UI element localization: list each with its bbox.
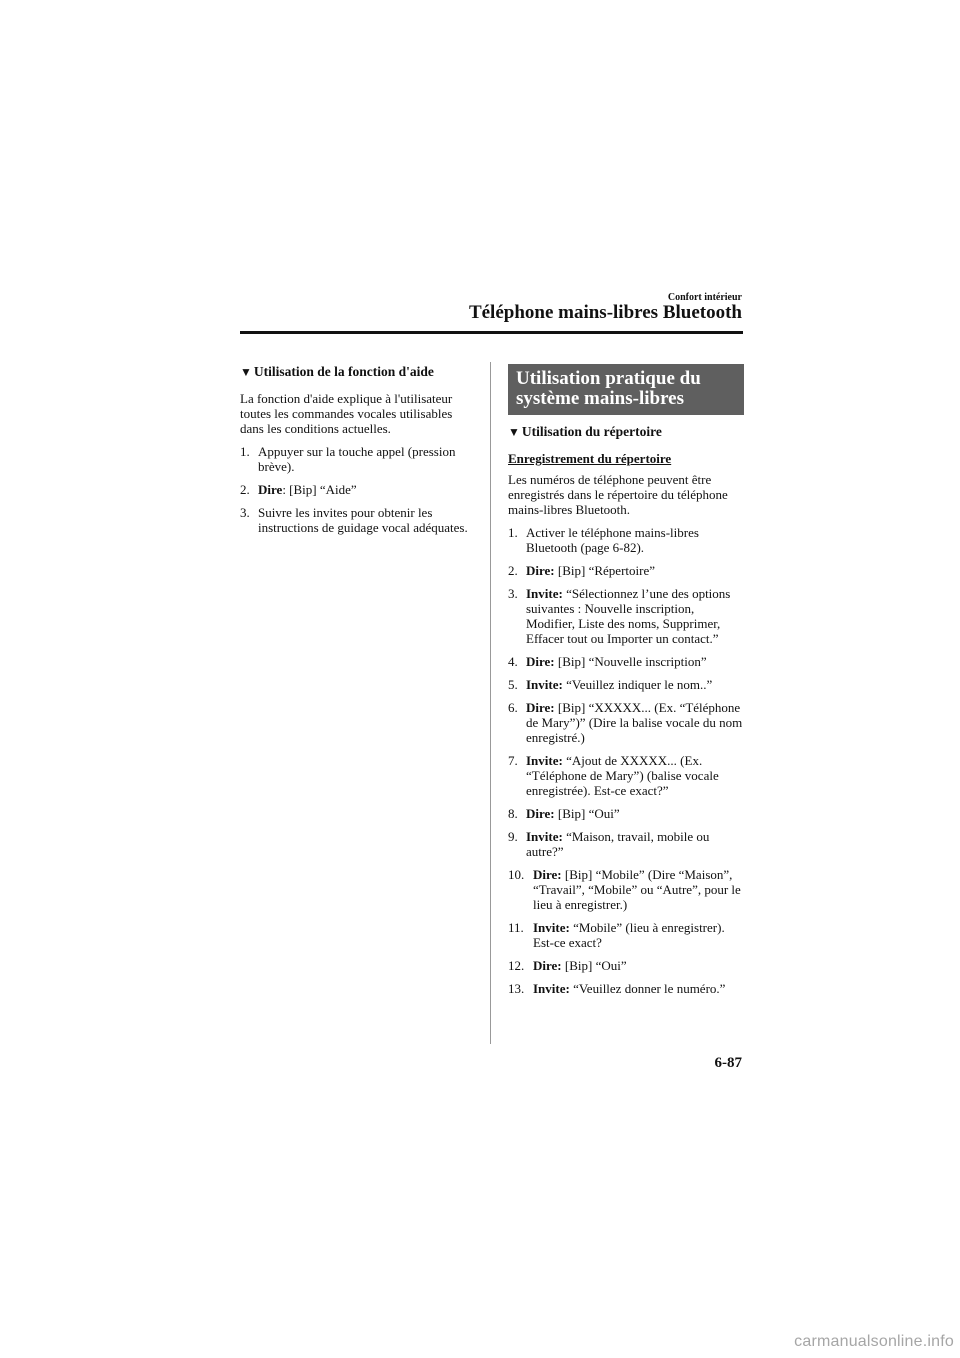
help-function-heading — [240, 364, 472, 380]
step-item — [508, 920, 744, 950]
step-number: 5. — [508, 677, 518, 692]
step-keyword: Invite: — [526, 677, 563, 692]
step-item — [508, 867, 744, 912]
step-number: 11. — [508, 920, 524, 935]
phonebook-heading — [508, 424, 744, 440]
right-column — [508, 364, 744, 1004]
step-number: 6. — [508, 700, 518, 715]
step-keyword: Dire: — [526, 654, 555, 669]
section-banner: Utilisation pratique du système mains-libres — [508, 364, 744, 415]
step-number: 2. — [240, 482, 250, 497]
step-text: “Ajout de XXXXX... (Ex. “Téléphone de Mary”) (balise vocale enregistrée). Est-ce exact?” — [526, 753, 719, 798]
step-text: [Bip] “Oui” — [561, 958, 627, 973]
step-number: 1. — [508, 525, 518, 540]
step-number: 7. — [508, 753, 518, 768]
step-number: 8. — [508, 806, 518, 821]
step-text: “Veuillez donner le numéro.” — [569, 981, 726, 996]
step-text: : [Bip] “Aide” — [282, 482, 357, 497]
step-item — [508, 700, 744, 745]
watermark: carmanualsonline.info — [794, 1333, 954, 1350]
step-text: [Bip] “Oui” — [554, 806, 620, 821]
triangle-down-icon: ▼ — [240, 365, 252, 379]
page-number: 6-87 — [714, 1055, 742, 1071]
step-keyword: Invite: — [526, 753, 563, 768]
step-keyword: Dire: — [533, 867, 562, 882]
help-function-heading-text: Utilisation de la fonction d'aide — [253, 364, 434, 379]
step-number: 4. — [508, 654, 518, 669]
column-divider — [490, 362, 491, 1044]
step-number: 3. — [508, 586, 518, 601]
step-item — [508, 586, 744, 646]
step-number: 10. — [508, 867, 525, 882]
step-item — [508, 829, 744, 859]
step-number: 3. — [240, 505, 250, 520]
step-item — [508, 806, 744, 821]
step-text: “Mobile” (lieu à enregistrer). Est-ce exact? — [533, 920, 725, 950]
step-item — [508, 981, 744, 996]
step-keyword: Invite: — [533, 981, 570, 996]
phonebook-subheading: Enregistrement du répertoire — [508, 451, 672, 466]
step-number: 9. — [508, 829, 518, 844]
step-item — [508, 753, 744, 798]
step-keyword: Dire: — [526, 700, 555, 715]
step-text: Suivre les invites pour obtenir les instructions de guidage vocal adéquates. — [258, 505, 468, 535]
step-keyword: Dire: — [526, 806, 555, 821]
section-label: Confort intérieur — [667, 292, 742, 303]
step-number: 13. — [508, 981, 525, 996]
step-keyword: Dire — [258, 482, 283, 497]
step-item — [240, 482, 472, 497]
step-keyword: Dire: — [526, 563, 555, 578]
step-number: 2. — [508, 563, 518, 578]
left-column — [240, 364, 472, 543]
step-item — [508, 563, 744, 578]
header-rule — [240, 331, 743, 334]
step-number: 12. — [508, 958, 525, 973]
step-number: 1. — [240, 444, 250, 459]
step-item — [240, 505, 472, 535]
step-keyword: Dire: — [533, 958, 562, 973]
step-text: [Bip] “XXXXX... (Ex. “Téléphone de Mary”)” (Dire la balise vocale du nom enregistré.) — [526, 700, 743, 745]
step-item — [240, 444, 472, 474]
step-item — [508, 525, 744, 555]
step-text: [Bip] “Nouvelle inscription” — [554, 654, 707, 669]
phonebook-steps-list — [508, 525, 744, 996]
step-text: [Bip] “Répertoire” — [554, 563, 655, 578]
step-item — [508, 654, 744, 669]
phonebook-heading-text: Utilisation du répertoire — [521, 424, 662, 439]
help-function-intro: La fonction d'aide explique à l'utilisateur toutes les commandes vocales utilisables dans les conditions actuelles. — [240, 391, 453, 436]
step-keyword: Invite: — [526, 829, 563, 844]
help-steps-list — [240, 444, 472, 535]
triangle-down-icon: ▼ — [508, 425, 520, 439]
step-item — [508, 958, 744, 973]
step-text: [Bip] “Mobile” (Dire “Maison”, “Travail”, “Mobile” ou “Autre”, pour le lieu à enregistrer.) — [533, 867, 741, 912]
step-text: Appuyer sur la touche appel (pression brève). — [258, 444, 456, 474]
step-text: “Sélectionnez l’une des options suivantes : Nouvelle inscription, Modifier, Liste des noms, Supprimer, Effacer tout ou Importer un contact.” — [526, 586, 731, 646]
phonebook-intro: Les numéros de téléphone peuvent être enregistrés dans le répertoire du téléphone mains-libres Bluetooth. — [508, 472, 728, 517]
step-text: “Veuillez indiquer le nom..” — [562, 677, 713, 692]
step-item — [508, 677, 744, 692]
step-text: “Maison, travail, mobile ou autre?” — [526, 829, 710, 859]
step-keyword: Invite: — [533, 920, 570, 935]
step-keyword: Invite: — [526, 586, 563, 601]
page-title: Téléphone mains-libres Bluetooth — [468, 302, 742, 323]
step-text: Activer le téléphone mains-libres Bluetooth (page 6-82). — [526, 525, 699, 555]
